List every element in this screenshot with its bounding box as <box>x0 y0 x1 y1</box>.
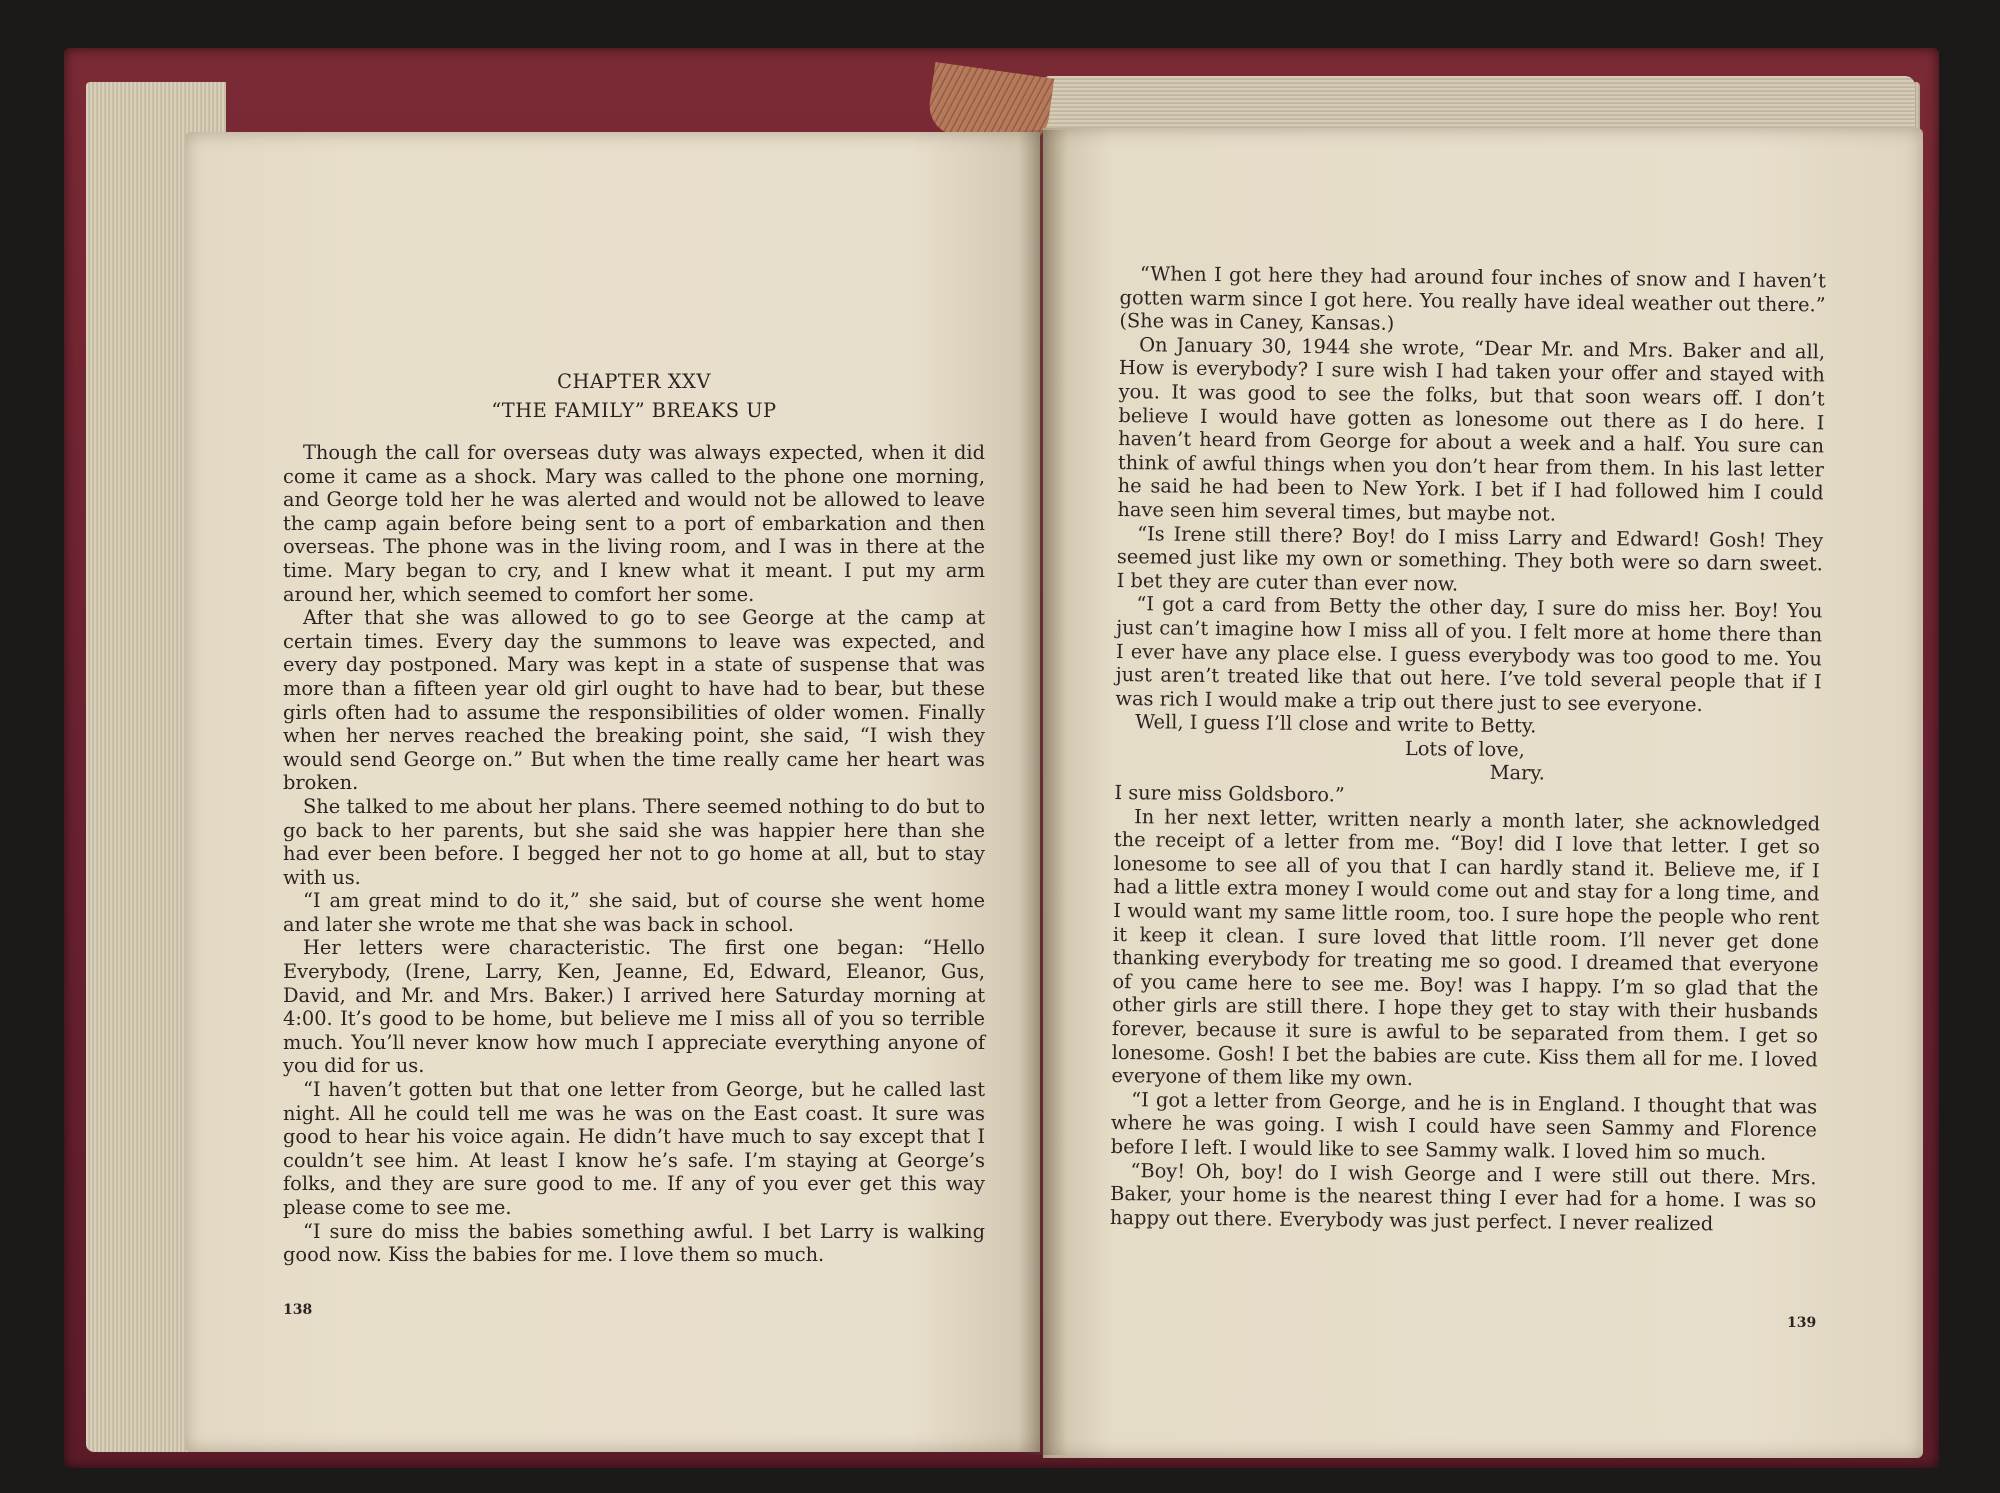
left-page-text <box>283 441 985 1267</box>
paragraph: Her letters were characteristic. The first one began: “Hello Everybody, (Irene, Larry, Ken, Jeanne, Ed, Edward, Eleanor, Gus, David, and Mr. and Mrs. Baker.) I arrived here Saturday morning at 4:00. It’s good to be home, but believe me I miss all of you so terrible much. You’ll never know how much I appreciate everything anyone of you did for us. <box>283 936 985 1078</box>
chapter-heading <box>283 367 985 425</box>
page-number-right: 139 <box>1787 1315 1817 1331</box>
right-page-text <box>1110 262 1826 1237</box>
letter-closing: Lots of love, <box>1404 736 1525 762</box>
letter-signature: Mary. <box>1489 761 1546 785</box>
paragraph: “I got a card from Betty the other day, I sure do miss her. Boy! You just can’t imagine how I miss all of you. I felt more at home there than I ever have any place else. I guess everybody was too good to me. You just aren’t treated like that out here. I’ve told several people that if I was rich I would make a trip out there just to see everyone. <box>1115 592 1823 716</box>
paragraph: Well, I guess I’ll close and write to Betty. <box>1135 710 1537 738</box>
paragraph: “I got a letter from George, and he is in England. I thought that was where he was going. I wish I could have seen Sammy and Florence before I left. I would like to see Sammy walk. I loved him so much. <box>1110 1087 1818 1165</box>
chapter-title: “THE FAMILY” BREAKS UP <box>491 399 777 422</box>
paragraph: “Boy! Oh, boy! do I wish George and I were still out there. Mrs. Baker, your home is the nearest thing I ever had for a home. I was so happy out there. Everybody was just perfect. I never realized <box>1109 1158 1817 1236</box>
paragraph: In her next letter, written nearly a month later, she acknowledged the receipt of a letter from me. “Boy! did I love that letter. I get so lonesome to see all of you that I can hardly stand it. Believe me, if I had a little extra money I would come out and stay for a long time, and I would want my same little room, too. I sure hope the people who rent it keep it clean. I sure loved that little room. I’ll never get done thanking everybody for treating me so good. I dreamed that everyone of you came here to see me. Boy! was I happy. I’m so glad that the other girls are still there. I hope they get to stay with their husbands forever, because it sure is awful to be separated from them. I get so lonesome. Gosh! I bet the babies are cute. Kiss them all for me. I loved everyone of them like my own. <box>1111 804 1821 1091</box>
paragraph: She talked to me about her plans. There seemed nothing to do but to go back to her parents, but she said she was happier here than she had ever been before. I begged her not to go home at all, but to stay with us. <box>283 794 985 889</box>
paragraph: “I sure do miss the babies something awful. I bet Larry is walking good now. Kiss the babies for me. I love them so much. <box>283 1219 985 1267</box>
paragraph: “I am great mind to do it,” she said, but of course she went home and later she wrote me that she was back in school. <box>283 889 985 936</box>
paragraph: On January 30, 1944 she wrote, “Dear Mr. and Mrs. Baker and all, How is everybody? I sure wish I had taken your offer and stayed with you. It was good to see the folks, but that soon wears off. I don’t believe I would have gotten as lonesome out there as I do here. I haven’t heard from George for about a week and a half. You sure can think of awful things when you don’t hear from them. In his last letter he said he had been to New York. I bet if I had followed him I could have seen him several times, but maybe not. <box>1117 332 1826 526</box>
paragraph: “Is Irene still there? Boy! do I miss Larry and Edward! Gosh! They seemed just like my own or something. They both were so darn sweet. I bet they are cuter than ever now. <box>1116 521 1824 596</box>
paragraph: Though the call for overseas duty was always expected, when it did come it came as a shock. Mary was called to the phone one morning, and George told her he was alerted and would not be allowed to leave the camp again before being sent to a port of embarkation and then overseas. The phone was in the living room, and I was in there at the time. Mary began to cry, and I knew what it meant. I put my arm around her, which seemed to comfort her some. <box>283 441 985 606</box>
chapter-number: CHAPTER XXV <box>557 370 711 393</box>
paragraph: “When I got here they had around four inches of snow and I haven’t gotten warm since I got here. You really have ideal weather out there.” (She was in Caney, Kansas.) <box>1119 262 1826 336</box>
page-number-left: 138 <box>283 1302 313 1318</box>
letter-postscript: I sure miss Goldsboro.” <box>1114 781 1345 807</box>
paragraph: After that she was allowed to go to see George at the camp at certain times. Every day the summons to leave was expected, and every day postponed. Mary was kept in a state of suspense that was more than a fifteen year old girl ought to have had to bear, but these girls often had to assume the responsibilities of older women. Finally when her nerves reached the breaking point, she said, “I wish they would send George on.” But when the time really came her heart was broken. <box>283 606 985 795</box>
book-gutter <box>1018 130 1068 1455</box>
paragraph: “I haven’t gotten but that one letter from George, but he called last night. All he could tell me was he was on the East coast. It sure was good to hear his voice again. He didn’t have much to say except that I couldn’t see him. At least I know he’s safe. I’m staying at George’s folks, and they are sure good to me. If any of you ever get this way please come to see me. <box>283 1078 985 1219</box>
